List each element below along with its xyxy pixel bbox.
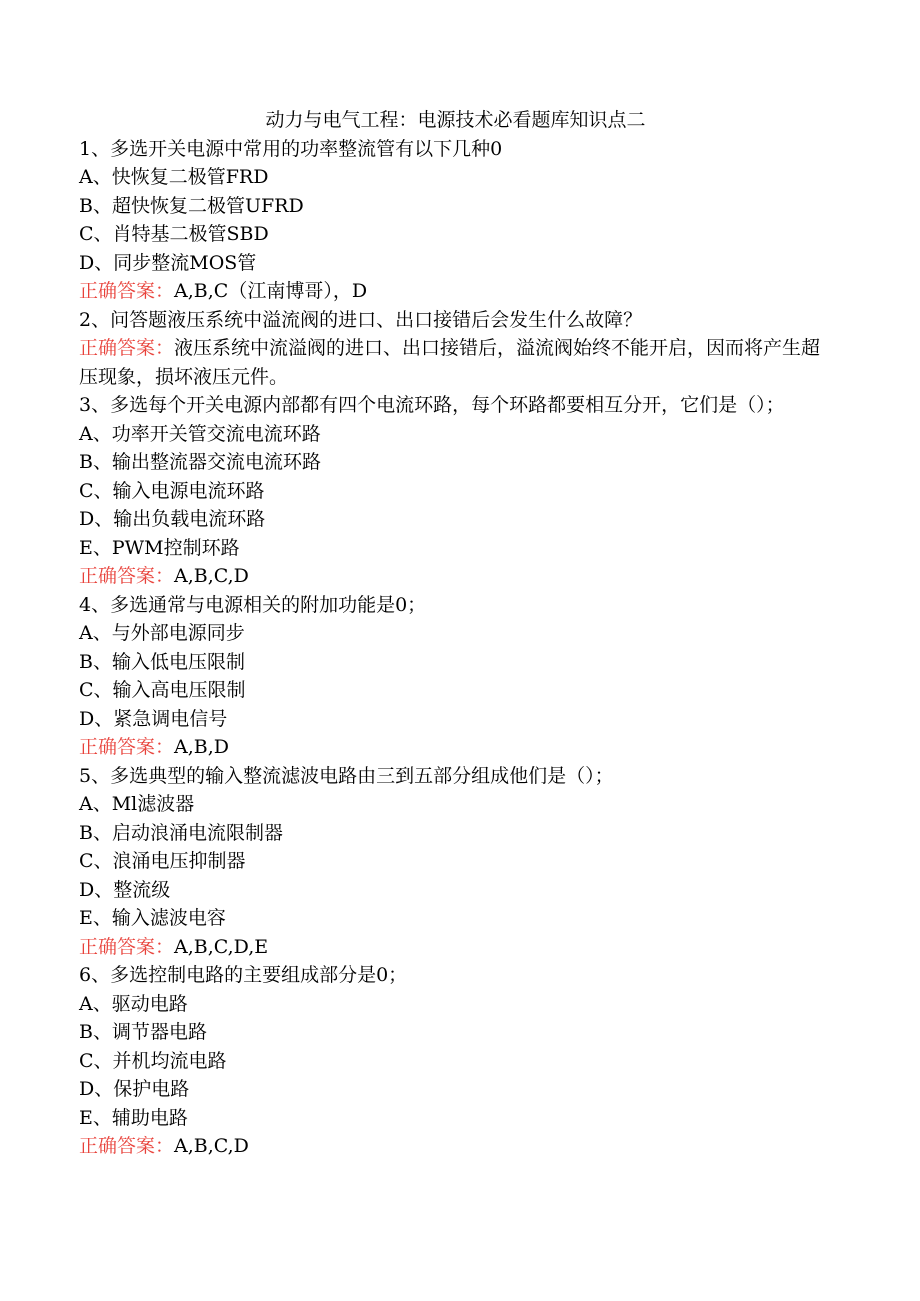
answer-label: 正确答案： bbox=[79, 736, 175, 758]
question-option: D、整流级 bbox=[79, 878, 171, 901]
answer-line bbox=[79, 733, 832, 762]
question-option: E、辅助电路 bbox=[79, 1106, 188, 1129]
answer-label: 正确答案： bbox=[79, 565, 175, 587]
answer-label: 正确答案： bbox=[79, 337, 175, 359]
answer-text: A,B,C,D bbox=[174, 565, 249, 587]
question-option: C、输入电源电流环路 bbox=[79, 479, 265, 502]
answer-text: A,B,C（江南博哥），D bbox=[174, 280, 368, 302]
question-option: C、并机均流电路 bbox=[79, 1049, 227, 1072]
question-option: A、与外部电源同步 bbox=[79, 622, 245, 644]
question-option: E、PWM控制环路 bbox=[79, 536, 240, 559]
question-option: A、驱动电路 bbox=[79, 992, 188, 1015]
answer-label: 正确答案： bbox=[79, 280, 175, 302]
document-title: 动力与电气工程：电源技术必看题库知识点二 bbox=[265, 109, 646, 131]
question-option: D、输出负载电流环路 bbox=[79, 508, 266, 530]
question-option: C、肖特基二极管SBD bbox=[79, 223, 269, 245]
question-stem: 3、多选每个开关电源内部都有四个电流环路，每个环路都要相互分开，它们是（）； bbox=[79, 394, 785, 416]
question-option: B、调节器电路 bbox=[79, 1021, 207, 1043]
question-option: B、超快恢复二极管UFRD bbox=[79, 194, 304, 217]
answer-label: 正确答案： bbox=[79, 935, 175, 958]
question-list bbox=[79, 135, 832, 1161]
question-stem: 5、多选典型的输入整流滤波电路由三到五部分组成他们是（）； bbox=[79, 764, 614, 787]
question-stem: 1、多选开关电源中常用的功率整流管有以下几种0 bbox=[79, 137, 503, 160]
answer-text: A,B,C,D,E bbox=[174, 935, 269, 958]
question-option: B、输出整流器交流电流环路 bbox=[79, 451, 321, 473]
question-option: B、启动浪涌电流限制器 bbox=[79, 821, 283, 844]
question-option: C、输入高电压限制 bbox=[79, 679, 246, 701]
question-option: B、输入低电压限制 bbox=[79, 650, 245, 673]
question-option: A、快恢复二极管FRD bbox=[79, 166, 269, 188]
question-option: A、Ml滤波器 bbox=[79, 793, 195, 815]
answer-line bbox=[79, 562, 832, 591]
answer-line bbox=[79, 1132, 832, 1161]
answer-line bbox=[79, 334, 832, 391]
answer-line bbox=[79, 933, 832, 962]
question-option: D、同步整流MOS管 bbox=[79, 251, 257, 274]
question-option: D、紧急调电信号 bbox=[79, 707, 228, 730]
question-option: E、输入滤波电容 bbox=[79, 907, 226, 929]
answer-text: A,B,D bbox=[174, 736, 230, 758]
question-stem: 2、问答题液压系统中溢流阀的进口、出口接错后会发生什么故障？ bbox=[79, 308, 643, 331]
question-option: A、功率开关管交流电流环路 bbox=[79, 422, 321, 445]
answer-text: 液压系统中流溢阀的进口、出口接错后，溢流阀始终不能开启，因而将产生超压现象，损坏液压元件。 bbox=[79, 337, 821, 388]
question-option: D、保护电路 bbox=[79, 1078, 190, 1100]
answer-label: 正确答案： bbox=[79, 1135, 175, 1157]
answer-text: A,B,C,D bbox=[174, 1135, 249, 1157]
question-stem: 4、多选通常与电源相关的附加功能是0； bbox=[79, 593, 427, 616]
question-stem: 6、多选控制电路的主要组成部分是0； bbox=[79, 964, 408, 986]
answer-line bbox=[79, 277, 832, 306]
question-option: C、浪涌电压抑制器 bbox=[79, 850, 246, 872]
